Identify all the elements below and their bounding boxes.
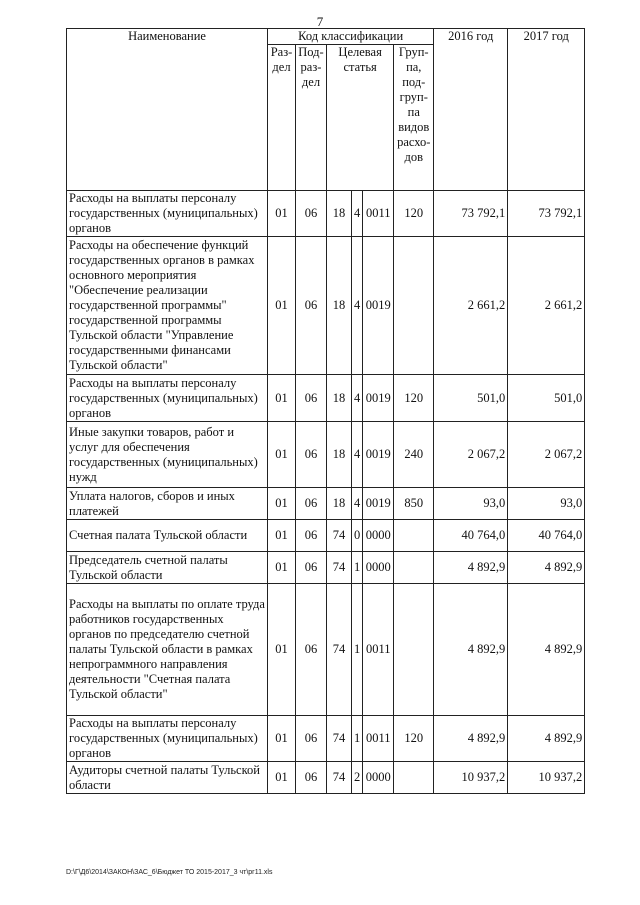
row-expense-type xyxy=(394,237,434,375)
row-amount-2017: 2 661,2 xyxy=(508,237,585,375)
row-section: 01 xyxy=(268,552,296,584)
row-target-part1: 74 xyxy=(327,716,352,762)
row-section: 01 xyxy=(268,422,296,488)
row-target-part2: 4 xyxy=(352,237,363,375)
row-target-part2: 2 xyxy=(352,762,363,794)
table-row xyxy=(67,375,585,422)
row-target-part2: 4 xyxy=(352,422,363,488)
row-target-part3: 0019 xyxy=(363,488,394,520)
row-target-part1: 74 xyxy=(327,584,352,716)
table-row xyxy=(67,237,585,375)
row-subsection: 06 xyxy=(296,237,327,375)
row-target-part2: 4 xyxy=(352,488,363,520)
row-target-part1: 74 xyxy=(327,762,352,794)
row-target-part2: 1 xyxy=(352,584,363,716)
row-target-part1: 18 xyxy=(327,422,352,488)
row-section: 01 xyxy=(268,762,296,794)
row-name: Председатель счетной палаты Тульской области xyxy=(67,552,268,584)
header-target-article: Целевая статья xyxy=(327,45,394,191)
row-subsection: 06 xyxy=(296,552,327,584)
header-classification: Код классификации xyxy=(268,29,434,45)
row-amount-2017: 4 892,9 xyxy=(508,716,585,762)
table-row xyxy=(67,716,585,762)
row-target-part2: 1 xyxy=(352,552,363,584)
row-name: Уплата налогов, сборов и иных платежей xyxy=(67,488,268,520)
row-name: Расходы на выплаты по оплате труда работников государственных органов по председателю счетной палаты Тульской области в рамках непрограммного направления деятельности "Счетная палата Тульской области" xyxy=(67,584,268,716)
row-target-part3: 0011 xyxy=(363,191,394,237)
row-section: 01 xyxy=(268,375,296,422)
table-body xyxy=(67,191,585,794)
row-target-part3: 0011 xyxy=(363,716,394,762)
table-row xyxy=(67,422,585,488)
table-row xyxy=(67,520,585,552)
row-subsection: 06 xyxy=(296,584,327,716)
row-target-part3: 0019 xyxy=(363,375,394,422)
row-subsection: 06 xyxy=(296,762,327,794)
row-amount-2017: 73 792,1 xyxy=(508,191,585,237)
table-row xyxy=(67,584,585,716)
row-target-part3: 0011 xyxy=(363,584,394,716)
row-section: 01 xyxy=(268,716,296,762)
row-amount-2016: 40 764,0 xyxy=(434,520,508,552)
row-target-part3: 0000 xyxy=(363,520,394,552)
row-amount-2016: 4 892,9 xyxy=(434,584,508,716)
row-name: Расходы на выплаты персоналу государственных (муниципальных) органов xyxy=(67,191,268,237)
row-target-part3: 0019 xyxy=(363,237,394,375)
row-amount-2016: 73 792,1 xyxy=(434,191,508,237)
row-amount-2016: 2 661,2 xyxy=(434,237,508,375)
row-expense-type xyxy=(394,552,434,584)
row-expense-type xyxy=(394,520,434,552)
row-amount-2017: 93,0 xyxy=(508,488,585,520)
header-year-2016: 2016 год xyxy=(434,29,508,191)
row-amount-2016: 501,0 xyxy=(434,375,508,422)
row-subsection: 06 xyxy=(296,422,327,488)
row-section: 01 xyxy=(268,520,296,552)
row-amount-2016: 10 937,2 xyxy=(434,762,508,794)
row-amount-2017: 2 067,2 xyxy=(508,422,585,488)
row-subsection: 06 xyxy=(296,716,327,762)
budget-table xyxy=(66,28,585,794)
row-amount-2016: 4 892,9 xyxy=(434,716,508,762)
row-section: 01 xyxy=(268,191,296,237)
row-target-part1: 74 xyxy=(327,520,352,552)
row-subsection: 06 xyxy=(296,191,327,237)
row-subsection: 06 xyxy=(296,488,327,520)
row-amount-2017: 10 937,2 xyxy=(508,762,585,794)
row-amount-2016: 93,0 xyxy=(434,488,508,520)
row-amount-2017: 501,0 xyxy=(508,375,585,422)
row-target-part1: 74 xyxy=(327,552,352,584)
row-name: Расходы на обеспечение функций государственных органов в рамках основного мероприятия "Обеспечение реализации государственной программы" государственной программы Тульской области "Управление государственными финансами Тульской области" xyxy=(67,237,268,375)
row-target-part1: 18 xyxy=(327,237,352,375)
row-name: Аудиторы счетной палаты Тульской области xyxy=(67,762,268,794)
table-row xyxy=(67,488,585,520)
row-target-part3: 0019 xyxy=(363,422,394,488)
row-expense-type xyxy=(394,584,434,716)
row-target-part2: 0 xyxy=(352,520,363,552)
row-amount-2016: 4 892,9 xyxy=(434,552,508,584)
row-subsection: 06 xyxy=(296,520,327,552)
row-section: 01 xyxy=(268,237,296,375)
header-expense-group: Груп- па, под- груп- па видов расхо- дов xyxy=(394,45,434,191)
row-expense-type: 120 xyxy=(394,191,434,237)
row-target-part2: 4 xyxy=(352,375,363,422)
table-row xyxy=(67,191,585,237)
row-amount-2016: 2 067,2 xyxy=(434,422,508,488)
row-subsection: 06 xyxy=(296,375,327,422)
row-section: 01 xyxy=(268,488,296,520)
header-name: Наименование xyxy=(67,29,268,191)
row-target-part3: 0000 xyxy=(363,762,394,794)
row-expense-type: 120 xyxy=(394,375,434,422)
page-number: 7 xyxy=(316,14,324,29)
row-amount-2017: 40 764,0 xyxy=(508,520,585,552)
row-name: Расходы на выплаты персоналу государственных (муниципальных) органов xyxy=(67,375,268,422)
table-row xyxy=(67,762,585,794)
table-row xyxy=(67,552,585,584)
row-target-part1: 18 xyxy=(327,191,352,237)
row-name: Иные закупки товаров, работ и услуг для обеспечения государственных (муниципальных) нужд xyxy=(67,422,268,488)
row-expense-type xyxy=(394,762,434,794)
row-target-part1: 18 xyxy=(327,488,352,520)
row-target-part3: 0000 xyxy=(363,552,394,584)
header-section: Раз- дел xyxy=(268,45,296,191)
row-section: 01 xyxy=(268,584,296,716)
row-name: Расходы на выплаты персоналу государственных (муниципальных) органов xyxy=(67,716,268,762)
header-year-2017: 2017 год xyxy=(508,29,585,191)
row-target-part2: 4 xyxy=(352,191,363,237)
row-amount-2017: 4 892,9 xyxy=(508,552,585,584)
row-amount-2017: 4 892,9 xyxy=(508,584,585,716)
footer-file-path: D:\Г\Д6\2014\ЗАКОН\ЗАС_6\Бюджет ТО 2015-2017_3 чт\рг11.xls xyxy=(66,869,273,876)
row-target-part2: 1 xyxy=(352,716,363,762)
row-expense-type: 240 xyxy=(394,422,434,488)
header-subsection: Под- раз- дел xyxy=(296,45,327,191)
row-expense-type: 120 xyxy=(394,716,434,762)
row-expense-type: 850 xyxy=(394,488,434,520)
row-target-part1: 18 xyxy=(327,375,352,422)
row-name: Счетная палата Тульской области xyxy=(67,520,268,552)
